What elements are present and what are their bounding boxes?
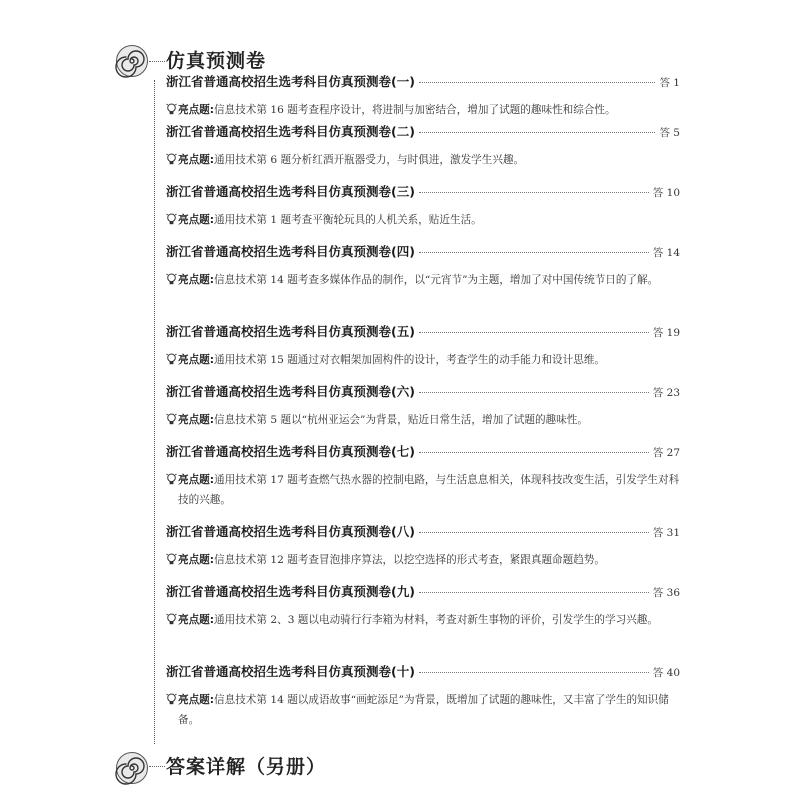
highlight-label: 亮点题: [178,274,215,286]
contents-entry[interactable] [166,72,680,120]
title-connector [149,766,165,767]
highlight-note [166,550,680,570]
highlight-text: 通用技术第 17 题考查燃气热水器的控制电路，与生活息息相关，体现科技改变生活，引发学生对科技的兴趣。 [178,474,680,506]
entry-title-row[interactable] [166,122,680,142]
page-reference[interactable]: 答 14 [652,247,680,259]
lightbulb-icon [166,413,177,426]
entry-title-row[interactable] [166,242,680,262]
highlight-note [166,690,680,730]
entry-title-row[interactable] [166,182,680,202]
highlight-text: 信息技术第 14 题考查多媒体作品的制作，以“元宵节”为主题，增加了对中国传统节日的了解。 [214,274,659,286]
lightbulb-icon [166,213,177,226]
dot-leader [419,252,649,253]
dot-leader [419,392,649,393]
page-reference[interactable]: 答 10 [652,187,680,199]
lightbulb-icon [166,153,177,166]
page-reference[interactable]: 答 19 [652,327,680,339]
highlight-label: 亮点题: [178,554,215,566]
dot-leader [419,82,656,83]
dot-leader [419,192,649,193]
contents-entry[interactable] [166,662,680,730]
highlight-note [166,270,680,290]
title-connector [149,61,165,62]
entry-title[interactable]: 浙江省普通高校招生选考科目仿真预测卷(六) [166,384,415,399]
dot-leader [419,672,649,673]
entry-title-row[interactable] [166,382,680,402]
page-reference[interactable]: 答 31 [652,527,680,539]
page-reference[interactable]: 答 23 [652,387,680,399]
highlight-note [166,100,680,120]
entry-title[interactable]: 浙江省普通高校招生选考科目仿真预测卷(五) [166,324,415,339]
highlight-note [166,610,680,630]
highlight-text: 通用技术第 15 题通过对衣帽架加固构件的设计，考查学生的动手能力和设计思维。 [214,354,606,366]
lightbulb-icon [166,353,177,366]
page-reference[interactable]: 答 36 [652,587,680,599]
highlight-text: 通用技术第 1 题考查平衡轮玩具的人机关系，贴近生活。 [214,214,482,226]
highlight-text: 通用技术第 6 题分析红酒开瓶器受力，与时俱进，激发学生兴趣。 [214,154,525,166]
entry-title-row[interactable] [166,582,680,602]
highlight-note [166,470,680,510]
lightbulb-icon [166,273,177,286]
entry-title[interactable]: 浙江省普通高校招生选考科目仿真预测卷(七) [166,444,415,459]
highlight-label: 亮点题: [178,414,215,426]
dot-leader [419,132,656,133]
swirl-icon [115,44,149,78]
highlight-text: 信息技术第 12 题考查冒泡排序算法，以挖空选择的形式考查，紧跟真题命题趋势。 [214,554,606,566]
lightbulb-icon [166,613,177,626]
highlight-label: 亮点题: [178,614,215,626]
lightbulb-icon [166,473,177,486]
entry-title-row[interactable] [166,322,680,342]
contents-entry[interactable] [166,522,680,570]
contents-entry[interactable] [166,382,680,430]
highlight-label: 亮点题: [178,474,215,486]
entry-title[interactable]: 浙江省普通高校招生选考科目仿真预测卷(十) [166,664,415,679]
entry-title[interactable]: 浙江省普通高校招生选考科目仿真预测卷(三) [166,184,415,199]
highlight-label: 亮点题: [178,694,215,706]
entry-title-row[interactable] [166,442,680,462]
highlight-text: 通用技术第 2、3 题以电动骑行行李箱为材料，考查对新生事物的评价，引发学生的学习兴趣。 [214,614,658,626]
highlight-label: 亮点题: [178,354,215,366]
highlight-text: 信息技术第 16 题考查程序设计，将进制与加密结合，增加了试题的趣味性和综合性。 [214,104,616,116]
page-reference[interactable]: 答 5 [659,127,680,139]
highlight-note [166,350,680,370]
entry-title[interactable]: 浙江省普通高校招生选考科目仿真预测卷(九) [166,584,415,599]
contents-entry[interactable] [166,242,680,290]
lightbulb-icon [166,693,177,706]
entry-title-row[interactable] [166,522,680,542]
entry-title[interactable]: 浙江省普通高校招生选考科目仿真预测卷(一) [166,74,415,89]
dot-leader [419,452,649,453]
swirl-icon [115,751,149,785]
highlight-label: 亮点题: [178,154,215,166]
lightbulb-icon [166,103,177,116]
highlight-label: 亮点题: [178,214,215,226]
lightbulb-icon [166,553,177,566]
vertical-guide-line [154,80,155,744]
entry-title-row[interactable] [166,72,680,92]
entry-title[interactable]: 浙江省普通高校招生选考科目仿真预测卷(二) [166,124,415,139]
contents-entry[interactable] [166,582,680,630]
highlight-note [166,150,680,170]
section-title-top: 仿真预测卷 [166,50,267,72]
contents-entry[interactable] [166,442,680,510]
page-reference[interactable]: 答 27 [652,447,680,459]
highlight-label: 亮点题: [178,104,215,116]
section-title-bottom: 答案详解（另册） [166,756,327,778]
highlight-text: 信息技术第 14 题以成语故事“画蛇添足”为背景，既增加了试题的趣味性，又丰富了学生的知识储备。 [178,694,669,726]
entry-title[interactable]: 浙江省普通高校招生选考科目仿真预测卷(八) [166,524,415,539]
dot-leader [419,592,649,593]
highlight-text: 信息技术第 5 题以“杭州亚运会”为背景，贴近日常生活，增加了试题的趣味性。 [214,414,588,426]
dot-leader [419,532,649,533]
highlight-note [166,410,680,430]
page-reference[interactable]: 答 40 [652,667,680,679]
contents-entry[interactable] [166,322,680,370]
dot-leader [419,332,649,333]
contents-entry[interactable] [166,182,680,230]
entry-title[interactable]: 浙江省普通高校招生选考科目仿真预测卷(四) [166,244,415,259]
contents-entry[interactable] [166,122,680,170]
page-reference[interactable]: 答 1 [659,77,680,89]
entry-title-row[interactable] [166,662,680,682]
highlight-note [166,210,680,230]
